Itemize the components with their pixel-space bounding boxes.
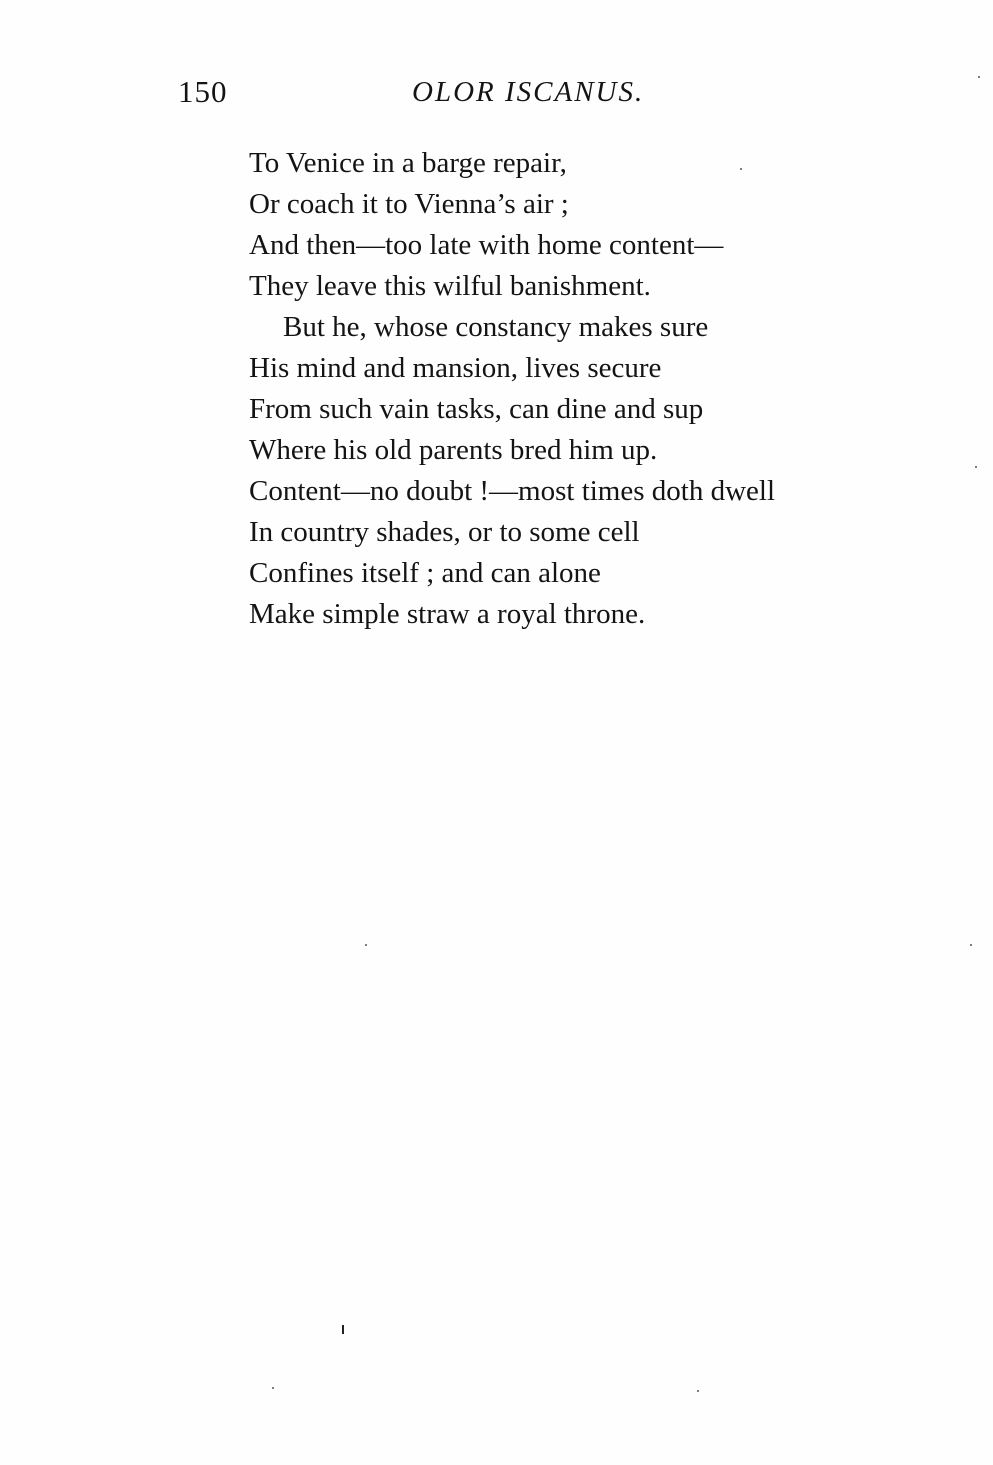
scan-speck: [272, 1387, 274, 1389]
poem-line: But he, whose constancy makes sure: [283, 311, 709, 343]
poem-line: Content—no doubt !—most times doth dwell: [249, 475, 776, 507]
poem-line: His mind and mansion, lives secure: [249, 352, 662, 384]
running-title: OLOR ISCANUS.: [412, 76, 645, 108]
poem-line: Where his old parents bred him up.: [249, 434, 658, 466]
page-number: 150: [178, 74, 228, 109]
poem-line: Make simple straw a royal throne.: [249, 598, 646, 630]
poem-line: They leave this wilful banishment.: [249, 270, 651, 302]
scan-speck: [365, 944, 367, 946]
poem-line: And then—too late with home content—: [249, 229, 724, 261]
scan-speck: [970, 944, 972, 946]
scan-speck: [740, 168, 742, 170]
poem: [249, 143, 929, 635]
poem-line: Confines itself ; and can alone: [249, 557, 601, 589]
poem-line: Or coach it to Vienna’s air ;: [249, 188, 569, 220]
page-header: [0, 72, 993, 112]
poem-line: To Venice in a barge repair,: [249, 147, 567, 179]
scan-speck: [697, 1390, 699, 1392]
poem-line: In country shades, or to some cell: [249, 516, 640, 548]
scan-speck: [975, 466, 977, 468]
poem-line: From such vain tasks, can dine and sup: [249, 393, 704, 425]
scan-speck: [978, 76, 980, 78]
scan-mark: [342, 1325, 344, 1334]
